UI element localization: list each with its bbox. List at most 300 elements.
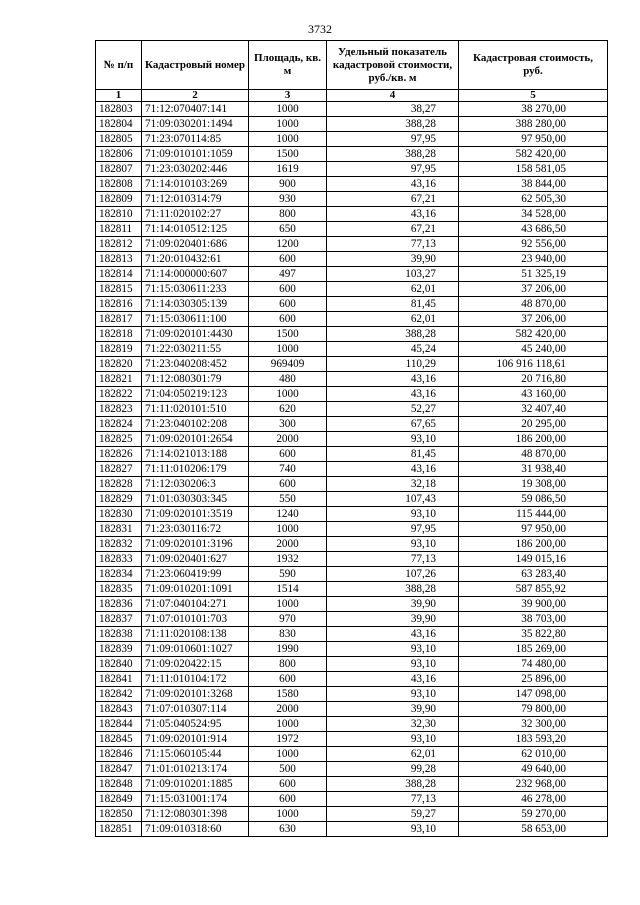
cadastral-number-cell: 71:09:020101:3268	[142, 687, 249, 702]
specific-value-cell: 52,27	[327, 402, 459, 417]
table-row	[96, 192, 608, 207]
area-cell: 1000	[249, 387, 327, 402]
cadastral-value-cell: 51 325,19	[459, 267, 608, 282]
specific-value-cell: 388,28	[327, 327, 459, 342]
table-row	[96, 597, 608, 612]
cadastral-value-table	[95, 40, 608, 837]
table-row	[96, 402, 608, 417]
row-number-cell: 182846	[96, 747, 142, 762]
cadastral-number-cell: 71:11:020102:27	[142, 207, 249, 222]
area-cell: 1972	[249, 732, 327, 747]
area-cell: 600	[249, 447, 327, 462]
cadastral-number-cell: 71:23:040102:208	[142, 417, 249, 432]
row-number-cell: 182811	[96, 222, 142, 237]
row-number-cell: 182844	[96, 717, 142, 732]
column-number: 3	[249, 90, 327, 102]
cadastral-number-cell: 71:12:080301:398	[142, 807, 249, 822]
cadastral-value-cell: 32 300,00	[459, 717, 608, 732]
specific-value-cell: 81,45	[327, 297, 459, 312]
table-row	[96, 162, 608, 177]
cadastral-number-cell: 71:09:020401:686	[142, 237, 249, 252]
cadastral-value-cell: 31 938,40	[459, 462, 608, 477]
row-number-cell: 182833	[96, 552, 142, 567]
table-row	[96, 627, 608, 642]
table-row	[96, 672, 608, 687]
table-row	[96, 702, 608, 717]
area-cell: 480	[249, 372, 327, 387]
header-cadastral-number: Кадастровый номер	[142, 41, 249, 90]
cadastral-value-cell: 59 270,00	[459, 807, 608, 822]
area-cell: 2000	[249, 432, 327, 447]
cadastral-value-cell: 158 581,05	[459, 162, 608, 177]
specific-value-cell: 93,10	[327, 657, 459, 672]
row-number-cell: 182810	[96, 207, 142, 222]
row-number-cell: 182845	[96, 732, 142, 747]
row-number-cell: 182843	[96, 702, 142, 717]
specific-value-cell: 107,26	[327, 567, 459, 582]
table-row	[96, 642, 608, 657]
column-number: 4	[327, 90, 459, 102]
area-cell: 1514	[249, 582, 327, 597]
cadastral-value-cell: 58 653,00	[459, 822, 608, 837]
table-row	[96, 222, 608, 237]
area-cell: 1932	[249, 552, 327, 567]
specific-value-cell: 67,21	[327, 192, 459, 207]
cadastral-number-cell: 71:12:070407:141	[142, 102, 249, 117]
specific-value-cell: 39,90	[327, 702, 459, 717]
cadastral-number-cell: 71:23:030116:72	[142, 522, 249, 537]
specific-value-cell: 93,10	[327, 507, 459, 522]
area-cell: 900	[249, 177, 327, 192]
row-number-cell: 182813	[96, 252, 142, 267]
specific-value-cell: 388,28	[327, 117, 459, 132]
specific-value-cell: 81,45	[327, 447, 459, 462]
area-cell: 800	[249, 207, 327, 222]
table-body	[96, 102, 608, 837]
cadastral-value-cell: 62 505,30	[459, 192, 608, 207]
area-cell: 600	[249, 672, 327, 687]
area-cell: 740	[249, 462, 327, 477]
specific-value-cell: 93,10	[327, 537, 459, 552]
row-number-cell: 182832	[96, 537, 142, 552]
specific-value-cell: 110,29	[327, 357, 459, 372]
cadastral-number-cell: 71:09:020101:2654	[142, 432, 249, 447]
area-cell: 1619	[249, 162, 327, 177]
area-cell: 600	[249, 312, 327, 327]
area-cell: 1500	[249, 147, 327, 162]
area-cell: 500	[249, 762, 327, 777]
row-number-cell: 182838	[96, 627, 142, 642]
area-cell: 2000	[249, 702, 327, 717]
table-row	[96, 282, 608, 297]
specific-value-cell: 32,30	[327, 717, 459, 732]
table-row	[96, 612, 608, 627]
row-number-cell: 182803	[96, 102, 142, 117]
cadastral-value-cell: 37 206,00	[459, 282, 608, 297]
specific-value-cell: 39,90	[327, 597, 459, 612]
specific-value-cell: 67,65	[327, 417, 459, 432]
row-number-cell: 182826	[96, 447, 142, 462]
row-number-cell: 182830	[96, 507, 142, 522]
row-number-cell: 182812	[96, 237, 142, 252]
area-cell: 620	[249, 402, 327, 417]
cadastral-value-cell: 92 556,00	[459, 237, 608, 252]
specific-value-cell: 45,24	[327, 342, 459, 357]
specific-value-cell: 388,28	[327, 582, 459, 597]
cadastral-value-cell: 25 896,00	[459, 672, 608, 687]
table-row	[96, 177, 608, 192]
table-row	[96, 807, 608, 822]
cadastral-number-cell: 71:11:020108:138	[142, 627, 249, 642]
row-number-cell: 182847	[96, 762, 142, 777]
table-row	[96, 462, 608, 477]
table-header-row	[96, 41, 608, 90]
area-cell: 1000	[249, 342, 327, 357]
row-number-cell: 182815	[96, 282, 142, 297]
column-number: 5	[459, 90, 608, 102]
row-number-cell: 182839	[96, 642, 142, 657]
area-cell: 600	[249, 252, 327, 267]
cadastral-number-cell: 71:09:010101:1059	[142, 147, 249, 162]
row-number-cell: 182851	[96, 822, 142, 837]
row-number-cell: 182806	[96, 147, 142, 162]
row-number-cell: 182829	[96, 492, 142, 507]
cadastral-value-cell: 48 870,00	[459, 297, 608, 312]
cadastral-number-cell: 71:15:060105:44	[142, 747, 249, 762]
header-specific-value: Удельный показатель кадастровой стоимости, руб./кв. м	[327, 41, 459, 90]
area-cell: 600	[249, 282, 327, 297]
table-row	[96, 657, 608, 672]
row-number-cell: 182808	[96, 177, 142, 192]
row-number-cell: 182823	[96, 402, 142, 417]
table-row	[96, 372, 608, 387]
cadastral-number-cell: 71:09:030201:1494	[142, 117, 249, 132]
row-number-cell: 182804	[96, 117, 142, 132]
specific-value-cell: 43,16	[327, 387, 459, 402]
specific-value-cell: 107,43	[327, 492, 459, 507]
cadastral-number-cell: 71:09:020101:914	[142, 732, 249, 747]
cadastral-number-cell: 71:09:010201:1091	[142, 582, 249, 597]
table-row	[96, 507, 608, 522]
cadastral-value-cell: 43 160,00	[459, 387, 608, 402]
row-number-cell: 182822	[96, 387, 142, 402]
area-cell: 1000	[249, 717, 327, 732]
area-cell: 630	[249, 822, 327, 837]
specific-value-cell: 99,28	[327, 762, 459, 777]
specific-value-cell: 93,10	[327, 732, 459, 747]
page-number: 3732	[308, 22, 332, 36]
area-cell: 970	[249, 612, 327, 627]
cadastral-number-cell: 71:15:030611:233	[142, 282, 249, 297]
area-cell: 969409	[249, 357, 327, 372]
cadastral-number-cell: 71:09:010201:1885	[142, 777, 249, 792]
cadastral-value-cell: 587 855,92	[459, 582, 608, 597]
row-number-cell: 182824	[96, 417, 142, 432]
area-cell: 930	[249, 192, 327, 207]
table-row	[96, 417, 608, 432]
cadastral-value-cell: 48 870,00	[459, 447, 608, 462]
cadastral-number-cell: 71:09:020101:3519	[142, 507, 249, 522]
specific-value-cell: 388,28	[327, 147, 459, 162]
specific-value-cell: 39,90	[327, 252, 459, 267]
row-number-cell: 182835	[96, 582, 142, 597]
specific-value-cell: 59,27	[327, 807, 459, 822]
cadastral-value-cell: 43 686,50	[459, 222, 608, 237]
column-number: 2	[142, 90, 249, 102]
cadastral-value-cell: 37 206,00	[459, 312, 608, 327]
cadastral-number-cell: 71:11:020101:510	[142, 402, 249, 417]
table-row	[96, 387, 608, 402]
cadastral-value-cell: 39 900,00	[459, 597, 608, 612]
cadastral-number-cell: 71:12:080301:79	[142, 372, 249, 387]
specific-value-cell: 93,10	[327, 642, 459, 657]
specific-value-cell: 62,01	[327, 282, 459, 297]
cadastral-value-cell: 23 940,00	[459, 252, 608, 267]
cadastral-number-cell: 71:12:030206:3	[142, 477, 249, 492]
cadastral-value-cell: 49 640,00	[459, 762, 608, 777]
header-cadastral-value: Кадастровая стоимость, руб.	[459, 41, 608, 90]
area-cell: 2000	[249, 537, 327, 552]
cadastral-value-cell: 20 716,80	[459, 372, 608, 387]
cadastral-number-cell: 71:09:020422:15	[142, 657, 249, 672]
table-row	[96, 357, 608, 372]
row-number-cell: 182831	[96, 522, 142, 537]
cadastral-number-cell: 71:23:030202:446	[142, 162, 249, 177]
cadastral-number-cell: 71:09:020101:3196	[142, 537, 249, 552]
specific-value-cell: 43,16	[327, 672, 459, 687]
specific-value-cell: 97,95	[327, 522, 459, 537]
cadastral-value-cell: 185 269,00	[459, 642, 608, 657]
cadastral-number-cell: 71:14:030305:139	[142, 297, 249, 312]
table-row	[96, 147, 608, 162]
cadastral-value-cell: 74 480,00	[459, 657, 608, 672]
cadastral-number-cell: 71:07:040104:271	[142, 597, 249, 612]
header-row-number: № п/п	[96, 41, 142, 90]
area-cell: 600	[249, 297, 327, 312]
cadastral-value-cell: 46 278,00	[459, 792, 608, 807]
specific-value-cell: 43,16	[327, 462, 459, 477]
table-row	[96, 717, 608, 732]
specific-value-cell: 93,10	[327, 822, 459, 837]
cadastral-number-cell: 71:07:010101:703	[142, 612, 249, 627]
table-row	[96, 327, 608, 342]
cadastral-value-cell: 20 295,00	[459, 417, 608, 432]
table-row	[96, 207, 608, 222]
row-number-cell: 182827	[96, 462, 142, 477]
row-number-cell: 182849	[96, 792, 142, 807]
specific-value-cell: 103,27	[327, 267, 459, 282]
cadastral-number-cell: 71:23:060419:99	[142, 567, 249, 582]
area-cell: 600	[249, 792, 327, 807]
cadastral-number-cell: 71:11:010206:179	[142, 462, 249, 477]
column-number-row	[96, 90, 608, 102]
specific-value-cell: 93,10	[327, 687, 459, 702]
area-cell: 600	[249, 777, 327, 792]
table-row	[96, 537, 608, 552]
table-row	[96, 552, 608, 567]
cadastral-value-cell: 38 844,00	[459, 177, 608, 192]
row-number-cell: 182819	[96, 342, 142, 357]
cadastral-value-cell: 582 420,00	[459, 327, 608, 342]
row-number-cell: 182842	[96, 687, 142, 702]
cadastral-number-cell: 71:11:010104:172	[142, 672, 249, 687]
table-row	[96, 477, 608, 492]
table-row	[96, 522, 608, 537]
table-row	[96, 102, 608, 117]
row-number-cell: 182825	[96, 432, 142, 447]
specific-value-cell: 388,28	[327, 777, 459, 792]
cadastral-number-cell: 71:14:010512:125	[142, 222, 249, 237]
cadastral-number-cell: 71:14:000000:607	[142, 267, 249, 282]
cadastral-value-cell: 38 270,00	[459, 102, 608, 117]
header-area: Площадь, кв. м	[249, 41, 327, 90]
area-cell: 650	[249, 222, 327, 237]
cadastral-number-cell: 71:22:030211:55	[142, 342, 249, 357]
cadastral-number-cell: 71:07:010307:114	[142, 702, 249, 717]
specific-value-cell: 97,95	[327, 132, 459, 147]
cadastral-value-cell: 388 280,00	[459, 117, 608, 132]
cadastral-number-cell: 71:09:020401:627	[142, 552, 249, 567]
specific-value-cell: 77,13	[327, 792, 459, 807]
cadastral-value-cell: 147 098,00	[459, 687, 608, 702]
area-cell: 1580	[249, 687, 327, 702]
area-cell: 1000	[249, 117, 327, 132]
area-cell: 1240	[249, 507, 327, 522]
cadastral-number-cell: 71:15:031001:174	[142, 792, 249, 807]
area-cell: 800	[249, 657, 327, 672]
cadastral-value-cell: 35 822,80	[459, 627, 608, 642]
cadastral-value-cell: 97 950,00	[459, 132, 608, 147]
cadastral-number-cell: 71:01:010213:174	[142, 762, 249, 777]
cadastral-number-cell: 71:04:050219:123	[142, 387, 249, 402]
cadastral-value-cell: 62 010,00	[459, 747, 608, 762]
table-row	[96, 252, 608, 267]
cadastral-value-cell: 97 950,00	[459, 522, 608, 537]
area-cell: 1200	[249, 237, 327, 252]
specific-value-cell: 38,27	[327, 102, 459, 117]
row-number-cell: 182821	[96, 372, 142, 387]
cadastral-number-cell: 71:14:010103:269	[142, 177, 249, 192]
cadastral-value-cell: 38 703,00	[459, 612, 608, 627]
cadastral-value-cell: 45 240,00	[459, 342, 608, 357]
cadastral-number-cell: 71:09:010318:60	[142, 822, 249, 837]
row-number-cell: 182809	[96, 192, 142, 207]
specific-value-cell: 77,13	[327, 552, 459, 567]
row-number-cell: 182817	[96, 312, 142, 327]
table-row	[96, 132, 608, 147]
table-row	[96, 312, 608, 327]
cadastral-value-cell: 79 800,00	[459, 702, 608, 717]
specific-value-cell: 39,90	[327, 612, 459, 627]
table-row	[96, 747, 608, 762]
table-row	[96, 567, 608, 582]
cadastral-number-cell: 71:05:040524:95	[142, 717, 249, 732]
cadastral-value-cell: 59 086,50	[459, 492, 608, 507]
row-number-cell: 182836	[96, 597, 142, 612]
specific-value-cell: 77,13	[327, 237, 459, 252]
table-row	[96, 342, 608, 357]
area-cell: 1000	[249, 102, 327, 117]
row-number-cell: 182828	[96, 477, 142, 492]
row-number-cell: 182840	[96, 657, 142, 672]
cadastral-value-cell: 115 444,00	[459, 507, 608, 522]
specific-value-cell: 43,16	[327, 627, 459, 642]
cadastral-value-cell: 232 968,00	[459, 777, 608, 792]
specific-value-cell: 62,01	[327, 312, 459, 327]
table-row	[96, 582, 608, 597]
cadastral-value-cell: 186 200,00	[459, 432, 608, 447]
cadastral-value-cell: 63 283,40	[459, 567, 608, 582]
cadastral-number-cell: 71:23:040208:452	[142, 357, 249, 372]
specific-value-cell: 67,21	[327, 222, 459, 237]
area-cell: 1000	[249, 132, 327, 147]
table-row	[96, 732, 608, 747]
table-row	[96, 822, 608, 837]
area-cell: 550	[249, 492, 327, 507]
area-cell: 1990	[249, 642, 327, 657]
cadastral-value-cell: 34 528,00	[459, 207, 608, 222]
cadastral-value-cell: 19 308,00	[459, 477, 608, 492]
specific-value-cell: 43,16	[327, 177, 459, 192]
cadastral-number-cell: 71:15:030611:100	[142, 312, 249, 327]
row-number-cell: 182807	[96, 162, 142, 177]
table-row	[96, 762, 608, 777]
row-number-cell: 182850	[96, 807, 142, 822]
area-cell: 1500	[249, 327, 327, 342]
specific-value-cell: 62,01	[327, 747, 459, 762]
cadastral-number-cell: 71:14:021013:188	[142, 447, 249, 462]
cadastral-number-cell: 71:23:070114:85	[142, 132, 249, 147]
table-row	[96, 777, 608, 792]
table-row	[96, 267, 608, 282]
area-cell: 300	[249, 417, 327, 432]
row-number-cell: 182816	[96, 297, 142, 312]
row-number-cell: 182805	[96, 132, 142, 147]
cadastral-number-cell: 71:20:010432:61	[142, 252, 249, 267]
row-number-cell: 182841	[96, 672, 142, 687]
area-cell: 1000	[249, 597, 327, 612]
row-number-cell: 182837	[96, 612, 142, 627]
cadastral-number-cell: 71:09:010601:1027	[142, 642, 249, 657]
row-number-cell: 182820	[96, 357, 142, 372]
specific-value-cell: 43,16	[327, 372, 459, 387]
table-row	[96, 492, 608, 507]
cadastral-value-cell: 32 407,40	[459, 402, 608, 417]
area-cell: 1000	[249, 522, 327, 537]
table-row	[96, 297, 608, 312]
table-row	[96, 432, 608, 447]
cadastral-value-cell: 186 200,00	[459, 537, 608, 552]
column-number: 1	[96, 90, 142, 102]
table-row	[96, 117, 608, 132]
specific-value-cell: 93,10	[327, 432, 459, 447]
cadastral-value-cell: 149 015,16	[459, 552, 608, 567]
cadastral-number-cell: 71:01:030303:345	[142, 492, 249, 507]
area-cell: 1000	[249, 807, 327, 822]
cadastral-value-cell: 183 593,20	[459, 732, 608, 747]
cadastral-value-cell: 106 916 118,61	[459, 357, 608, 372]
specific-value-cell: 43,16	[327, 207, 459, 222]
specific-value-cell: 32,18	[327, 477, 459, 492]
area-cell: 600	[249, 477, 327, 492]
area-cell: 590	[249, 567, 327, 582]
cadastral-value-cell: 582 420,00	[459, 147, 608, 162]
cadastral-number-cell: 71:09:020101:4430	[142, 327, 249, 342]
table-row	[96, 237, 608, 252]
specific-value-cell: 97,95	[327, 162, 459, 177]
table-row	[96, 792, 608, 807]
table-row	[96, 687, 608, 702]
